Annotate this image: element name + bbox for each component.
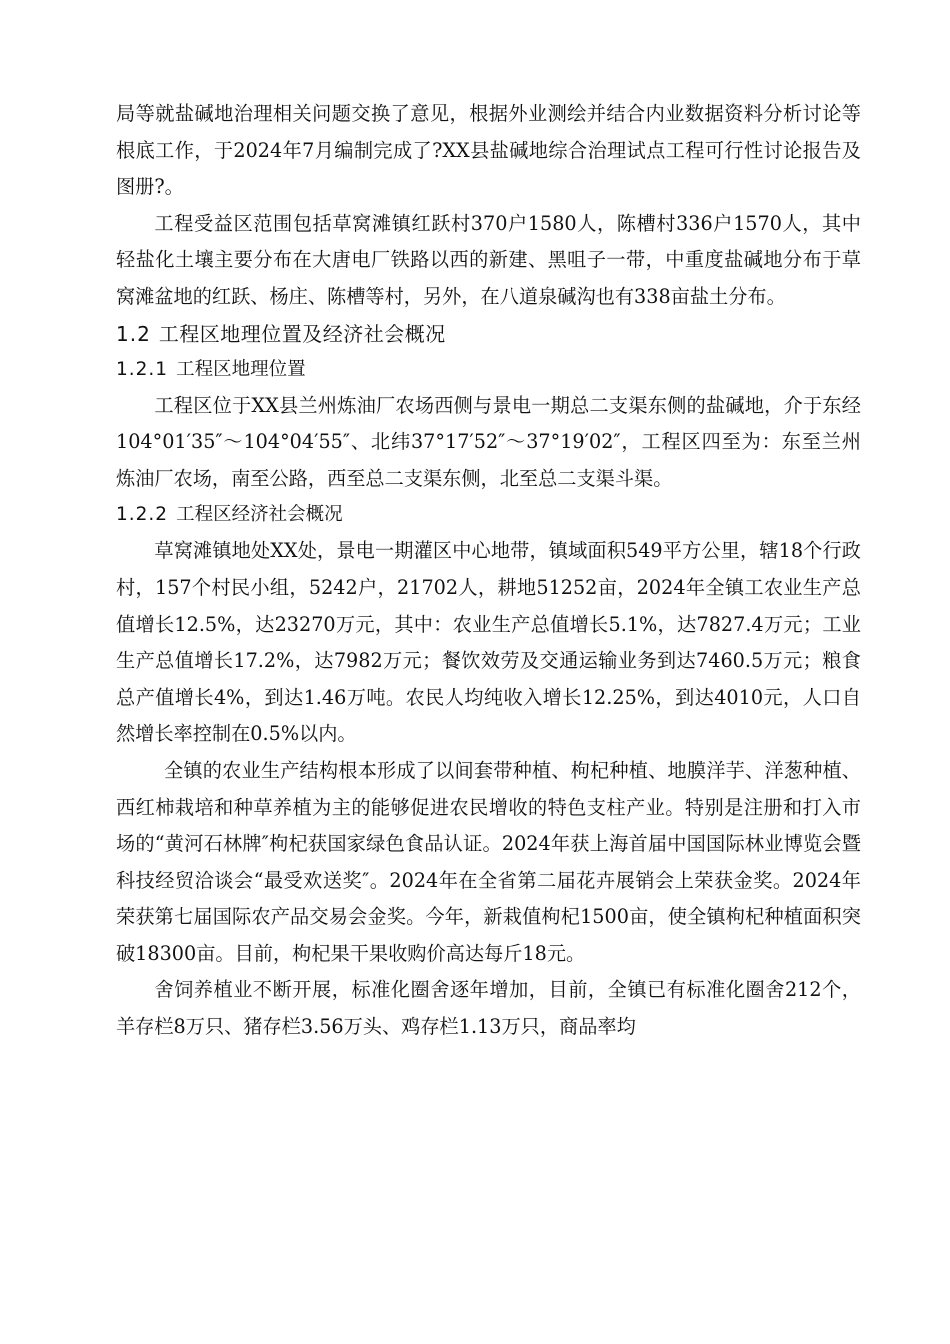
subsection-number: 1.2.1 [116,358,169,380]
document-page [116,96,861,1046]
paragraph-agriculture-structure: 全镇的农业生产结构根本形成了以间套带种植、枸杞种植、地膜洋芋、洋葱种植、西红柿栽培和种草养植为主的能够促进农民增收的特色支柱产业。特别是注册和打入市场的“黄河石林牌″枸杞获国家绿色食品认证。2024年获上海首届中国国际林业博览会暨科技经贸洽谈会“最受欢送奖″。2024年在全省第二届花卉展销会上荣获金奖。2024年荣获第七届国际农产品交易会金奖。今年，新栽值枸杞1500亩，使全镇枸杞种植面积突破18300亩。目前，枸杞果干果收购价高达每斤18元。 [116,758,861,965]
paragraph-livestock: 舍饲养植业不断开展，标准化圈舍逐年增加，目前，全镇已有标准化圈舍212个，羊存栏8万只、猪存栏3.56万头、鸡存栏1.13万只，商品率均 [116,978,861,1039]
subsection-heading-1-2-1 [116,352,861,388]
section-heading-1-2 [116,316,861,352]
subsection-number: 1.2.2 [116,504,169,526]
paragraph-economy-overview: 草窝滩镇地处XX处，景电一期灌区中心地带，镇域面积549平方公里，辖18个行政村，157个村民小组，5242户，21702人，耕地51252亩，2024年全镇工农业生产总值增长12.5%，达23270万元，其中：农业生产总值增长5.1%，达7827.4万元；工业生产总值增长17.2%，达7982万元；餐饮效劳及交通运输业务到达7460.5万元；粮食总产值增长4%，到达1.46万吨。农民人均纯收入增长12.25%，到达4010元，人口自然增长率控制在0.5%以内。 [116,539,861,746]
section-title: 工程区地理位置及经济社会概况 [158,321,446,346]
paragraph-beneficiary-area: 工程受益区范围包括草窝滩镇红跃村370户1580人，陈槽村336户1570人，其中轻盐化土壤主要分布在大唐电厂铁路以西的新建、黑咀子一带，中重度盐碱地分布于草窝滩盆地的红跃、杨庄、陈槽等村，另外，在八道泉碱沟也有338亩盐土分布。 [116,211,861,308]
subsection-heading-1-2-2 [116,497,861,533]
paragraph-geographic-location: 工程区位于XX县兰州炼油厂农场西侧与景电一期总二支渠东侧的盐碱地，介于东经104°01′35″～104°04′55″、北纬37°17′52″～37°19′02″，工程区四至为：东至兰州炼油厂农场，南至公路，西至总二支渠东侧，北至总二支渠斗渠。 [116,393,861,490]
subsection-title: 工程区地理位置 [176,358,306,380]
subsection-title: 工程区经济社会概况 [176,504,343,526]
paragraph-intro-continued: 局等就盐碱地治理相关问题交换了意见，根据外业测绘并结合内业数据资料分析讨论等根底工作，于2024年7月编制完成了?XX县盐碱地综合治理试点工程可行性讨论报告及图册?。 [116,102,861,199]
section-number: 1.2 [116,321,151,346]
